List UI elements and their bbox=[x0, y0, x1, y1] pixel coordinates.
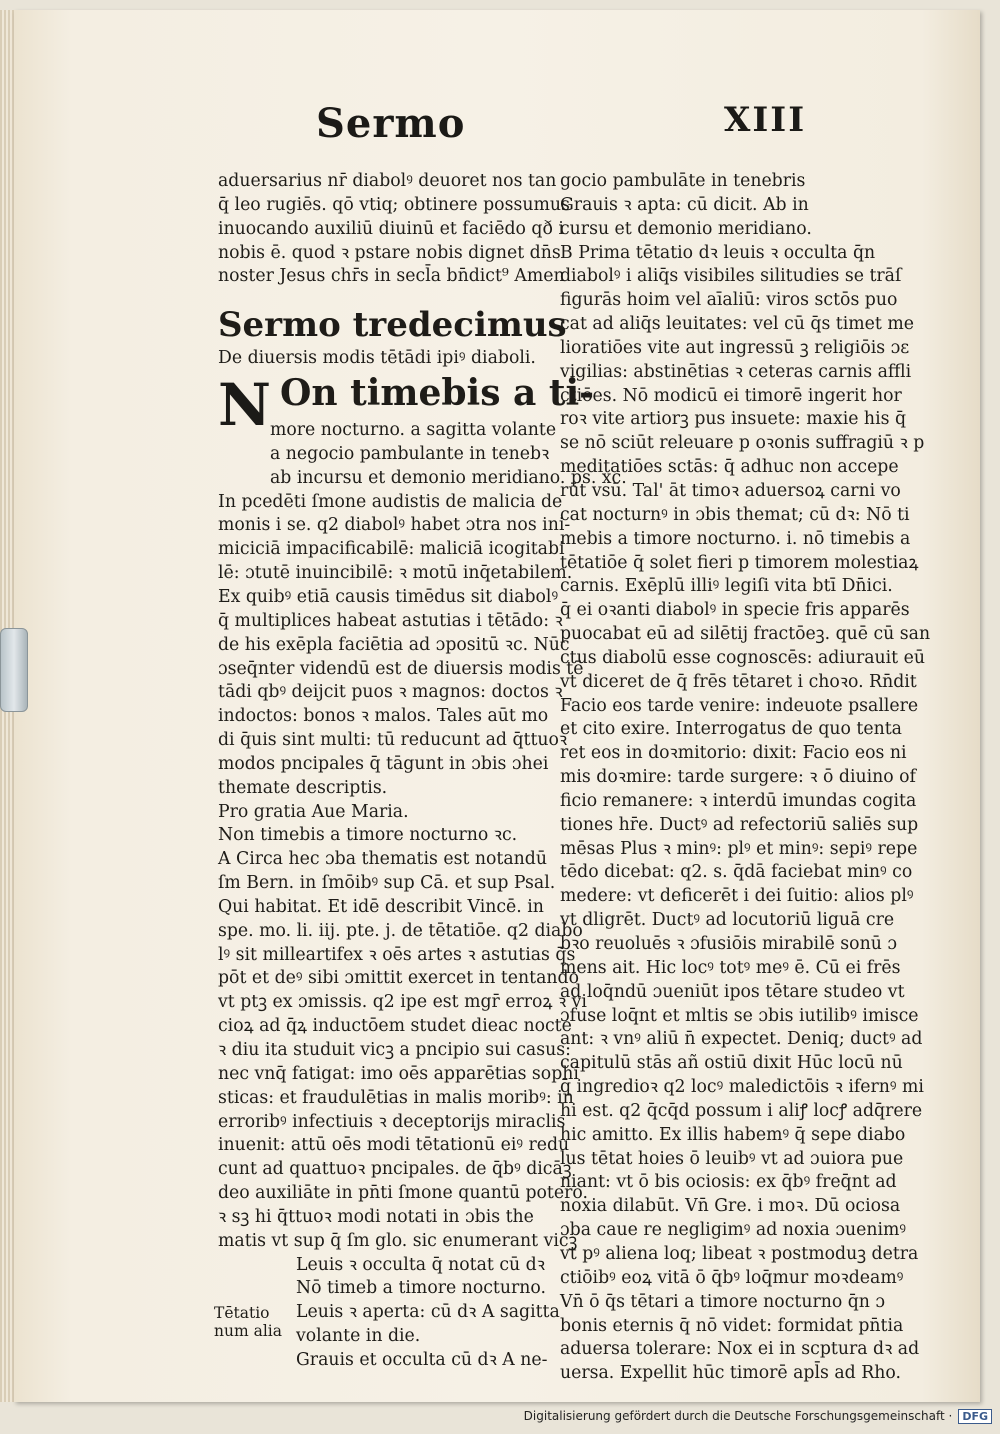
text-line: ant: ꝛ vnꝰ aliū n̄ expectet. Deniq; ductꝰ ad bbox=[560, 1029, 923, 1050]
opening-lines bbox=[218, 170, 570, 289]
text-line: In pcedēti ſmone audistis de malicia de bbox=[218, 491, 563, 512]
text-line: ɔseq̄nter videndū est de diuersis modis tē bbox=[218, 658, 584, 679]
text-line: pōt et deꝰ sibi ɔmittit exercet in tentando bbox=[218, 968, 579, 989]
text-line: vt ptꝫ ex ɔmissis. q2 ipe est mgr̄ erroꝝ ꝛ vi bbox=[218, 992, 587, 1013]
text-line: modos pncipales q̄ tāgunt in ɔbis ɔhei bbox=[218, 753, 549, 774]
text-line: Leuis ꝛ occulta q̄ notat cū dꝛ bbox=[296, 1254, 545, 1275]
footer-credit-bar bbox=[524, 1406, 992, 1426]
text-line: cat nocturnꝰ in ɔbis themat; cū dꝛ: Nō ti bbox=[560, 504, 910, 525]
text-line: ab incursu et demonio meridiano. ps. xc. bbox=[270, 467, 627, 488]
text-line: gocio pambulāte in tenebris bbox=[560, 171, 806, 191]
text-line: cursu et demonio meridiano. bbox=[560, 218, 812, 239]
text-line: Facio eos tarde venire: indeuote psallere bbox=[560, 695, 919, 716]
text-line: Non timebis a timore nocturno ꝛc. bbox=[218, 825, 518, 846]
text-line: ſm Bern. in ſmōibꝰ sup Cā. et sup Psal. bbox=[218, 873, 556, 894]
text-line: ɔba caue re negligimꝰ ad noxia ɔuenimꝰ bbox=[560, 1220, 907, 1241]
text-line: uersa. Expellit hūc timorē apl̄s ad Rho. bbox=[560, 1363, 901, 1384]
text-line: lē: ɔtutē inuincibilē: ꝛ motū inq̄etabilem. bbox=[218, 563, 573, 584]
sermon-subtitle: De diuersis modis tētādi ipiꝰ diaboli. bbox=[218, 348, 536, 369]
text-line: Ex quibꝰ etiā causis timēdus sit diabolꝰ bbox=[218, 586, 559, 607]
text-line: monis i se. q2 diabolꝰ habet ɔtra nos ini- bbox=[218, 515, 571, 536]
text-line: ret eos in doꝛmitorio: dixit: Facio eos ni bbox=[560, 743, 907, 764]
text-line: vt diceret de q̄ frēs tētaret i choꝛo. Rn̄dit bbox=[560, 671, 917, 692]
text-line: vigilias: abstinētias ꝛ ceteras carnis affli bbox=[560, 361, 912, 382]
text-line: medere: vt deficerēt i dei ſuitio: alios plꝰ bbox=[560, 886, 914, 907]
right-column bbox=[560, 170, 931, 1386]
footer-credit: Digitalisierung gefördert durch die Deutsche Forschungsgemeinschaft · bbox=[523, 1409, 953, 1423]
running-head: Sermo bbox=[316, 100, 466, 147]
left-column bbox=[214, 170, 627, 1373]
text-line: cioꝝ ad q̄ꝝ inductōem studet dieac nocte bbox=[218, 1016, 572, 1037]
text-line: spe. mo. li. iij. pte. j. de tētatiōe. q2 diabo bbox=[218, 920, 583, 941]
text-line: Vn̄ ō q̄s tētari a timore nocturno q̄n ɔ bbox=[560, 1291, 886, 1312]
text-line: nobis ē. quod ꝛ pstare nobis dignet dn̄s bbox=[218, 242, 561, 263]
text-line: nec vnq̄ fatigat: imo oēs apparētias sophi bbox=[218, 1063, 579, 1084]
text-line: A Circa hec ɔba thematis est notandū bbox=[218, 849, 547, 870]
body-text bbox=[218, 491, 588, 1254]
dfg-logo: DFG bbox=[958, 1409, 992, 1424]
text-line: meditatiōes sctās: q̄ adhuc non accepe bbox=[560, 457, 899, 478]
sermon-title: Sermo tredecimus bbox=[218, 305, 567, 346]
text-line: vt pꝰ aliena loq; libeat ꝛ postmoduꝫ detra bbox=[560, 1243, 919, 1264]
text-line: ꝛ diu ita studuit vicꝫ a pncipio sui casus: bbox=[218, 1040, 571, 1060]
text-line: a negocio pambulante in tenebꝛ bbox=[270, 443, 550, 464]
text-line: sticas: et fraudulētias in malis moribꝰ: in bbox=[218, 1087, 574, 1108]
enumeration-block bbox=[214, 1254, 560, 1373]
text-line: se nō sciūt releuare p oꝛonis suffragiū ꝛ p bbox=[560, 433, 925, 454]
text-line: vt dligrēt. Ductꝰ ad locutoriū liguā cre bbox=[560, 910, 895, 931]
text-line: aduersarius nr̄ diabolꝰ deuoret nos tan bbox=[218, 171, 557, 191]
text-line: tādi qbꝰ deijcit puos ꝛ magnos: doctos ꝛ bbox=[218, 682, 563, 703]
text-line: Grauis et occulta cū dꝛ A ne- bbox=[296, 1349, 548, 1370]
text-line: tētatiōe q̄ solet fieri p timorem molestiaꝝ bbox=[560, 552, 919, 573]
text-line: lꝰ sit milleartifex ꝛ oēs artes ꝛ astutias q̄s bbox=[218, 944, 576, 965]
text-line: q̄ ei oꝛanti diabolꝰ in specie fris apparēs bbox=[560, 600, 910, 621]
text-line: di q̄uis sint multi: tū reducunt ad q̄ttuoꝛ bbox=[218, 730, 568, 751]
incipit-row bbox=[218, 371, 595, 441]
side-note-line: num alia bbox=[214, 1321, 282, 1340]
incipit-text: On timebis a ti- bbox=[280, 372, 595, 415]
text-line: mis doꝛmire: tarde surgere: ꝛ ō diuino of bbox=[560, 767, 916, 788]
text-line: indoctos: bonos ꝛ malos. Tales aūt mo bbox=[218, 706, 549, 727]
text-line: figurās hoim vel aīaliū: viros sctōs puo bbox=[560, 290, 898, 311]
text-line: aduersa tolerare: Nox ei in scptura dꝛ ad bbox=[560, 1339, 920, 1360]
text-line: mens ait. Hic locꝰ totꝰ meꝰ ē. Cū ei frēs bbox=[560, 957, 901, 978]
text-line: Leuis ꝛ aperta: cū dꝛ A sagitta bbox=[296, 1302, 560, 1323]
text-line: inuocando auxiliū diuinū et faciēdo qð i bbox=[218, 218, 564, 239]
text-line: niant: vt ō bis ociosis: ex q̄bꝰ freq̄nt ad bbox=[560, 1172, 897, 1193]
text-line: ctiōibꝰ eoꝝ vitā ō q̄bꝰ loq̄mur moꝛdeamꝰ bbox=[560, 1267, 904, 1288]
text-line: noxia dilabūt. Vn̄ Gre. i moꝛ. Dū ociosa bbox=[560, 1196, 901, 1217]
text-line: mebis a timore nocturno. i. nō timebis a bbox=[560, 528, 911, 549]
text-line: cunt ad quattuoꝛ pncipales. de q̄bꝰ dicāꝫ bbox=[218, 1159, 572, 1180]
decorated-initial: N bbox=[218, 371, 272, 440]
text-line: carnis. Exēplū illiꝰ legiſi vita btī Dn̄ici. bbox=[560, 576, 893, 597]
text-line: rūt vsū. Tal' āt timoꝛ aduersoꝝ carni vo bbox=[560, 480, 901, 501]
side-note-line: Tētatio bbox=[214, 1303, 270, 1322]
text-line: et cito exire. Interrogatus de quo tenta bbox=[560, 719, 902, 740]
text-line: miciciā impacificabilē: maliciā icogitabi bbox=[218, 539, 565, 560]
text-line: capitulū stās añ ostiū dixit Hūc locū nū bbox=[560, 1053, 903, 1074]
text-line: ad loq̄ndū ɔueniūt ipos tētare studeo vt bbox=[560, 981, 905, 1002]
text-line: ficio remanere: ꝛ interdū imundas cogita bbox=[560, 790, 917, 811]
text-line: Qui habitat. Et idē describit Vincē. in bbox=[218, 896, 544, 917]
text-line: erroribꝰ infectiuis ꝛ deceptorijs miraclis bbox=[218, 1111, 566, 1132]
text-line: matis vt sup q̄ ſm glo. sic enumerant vicꝫ bbox=[218, 1230, 578, 1251]
text-line: q̄ multiplices habeat astutias i tētādo: ꝛ bbox=[218, 610, 563, 631]
text-line: hi est. q2 q̄cq̄d possum i aliꝭ locꝭ adq̄rere bbox=[560, 1100, 923, 1121]
text-line: inuenit: attū oēs modi tētationū eiꝰ redu bbox=[218, 1135, 570, 1156]
text-line: tiones hr̄e. Ductꝰ ad refectoriū saliēs sup bbox=[560, 814, 919, 835]
text-line: diabolꝰ i aliq̄s visibiles silitudies se trāſ bbox=[560, 266, 902, 287]
text-line: Grauis ꝛ apta: cū dicit. Ab in bbox=[560, 194, 809, 215]
text-line: q̄ ingredioꝛ q2 locꝰ maledictōis ꝛ ifernꝰ mi bbox=[560, 1077, 924, 1098]
text-line: ctiōes. Nō modicū ei timorē ingerit hor bbox=[560, 385, 902, 406]
text-line: hic amitto. Ex illis habemꝰ q̄ sepe diabo bbox=[560, 1124, 906, 1145]
text-line: deo auxiliāte in pn̄ti ſmone quantū potero. bbox=[218, 1183, 588, 1204]
text-line: de his exēpla faciētia ad ɔpositū ꝛc. Nūc bbox=[218, 634, 570, 655]
binding-clip bbox=[0, 628, 28, 712]
side-note bbox=[214, 1304, 294, 1340]
text-line: tēdo dicebat: q2. s. q̄dā faciebat minꝰ co bbox=[560, 862, 913, 883]
text-line: ꝛ sꝫ hi q̄ttuoꝛ modi notati in ɔbis the bbox=[218, 1206, 534, 1227]
text-line: more nocturno. a sagitta volante bbox=[270, 420, 557, 441]
text-line: bꝛo reuoluēs ꝛ ɔfusiōis mirabilē sonū ɔ bbox=[560, 934, 898, 954]
text-line: lus tētat hoies ō leuibꝰ vt ad ɔuiora pue bbox=[560, 1148, 904, 1169]
body-text-right bbox=[560, 170, 931, 1386]
text-line: noster Jesus chr̄s in secl̄a bn̄dict⁹ Amen bbox=[218, 266, 565, 287]
text-line: roꝛ vite artiorꝫ pus insuete: maxie his q̄ bbox=[560, 409, 907, 430]
text-line: ctus diabolū esse cognoscēs: adiurauit eū bbox=[560, 647, 925, 668]
text-line: Nō timeb a timore nocturno. bbox=[296, 1278, 546, 1299]
text-line: Pro gratia Aue Maria. bbox=[218, 801, 409, 822]
text-line: B Prima tētatio dꝛ leuis ꝛ occulta q̄n bbox=[560, 242, 876, 263]
text-line: bonis eternis q̄ nō videt: formidat pn̄tia bbox=[560, 1315, 904, 1336]
text-line: volante in die. bbox=[296, 1326, 421, 1347]
text-line: lioratiōes vite aut ingressū ꝫ religiōis ɔɛ bbox=[560, 337, 910, 358]
folio-number: XIII bbox=[724, 100, 807, 140]
text-line: themate descriptis. bbox=[218, 777, 388, 798]
text-line: q̄ leo rugiēs. qō vtiq; obtinere possumus bbox=[218, 194, 570, 215]
text-line: cat ad aliq̄s leuitates: vel cū q̄s timet me bbox=[560, 314, 914, 335]
text-line: mēsas Plus ꝛ minꝰ: plꝰ et minꝰ: sepiꝰ repe bbox=[560, 838, 918, 859]
text-line: ɔfuse loq̄nt et mltis se ɔbis iutilibꝰ imisce bbox=[560, 1005, 919, 1026]
text-line: puocabat eū ad silētij fractōeꝫ. quē cū san bbox=[560, 624, 931, 645]
